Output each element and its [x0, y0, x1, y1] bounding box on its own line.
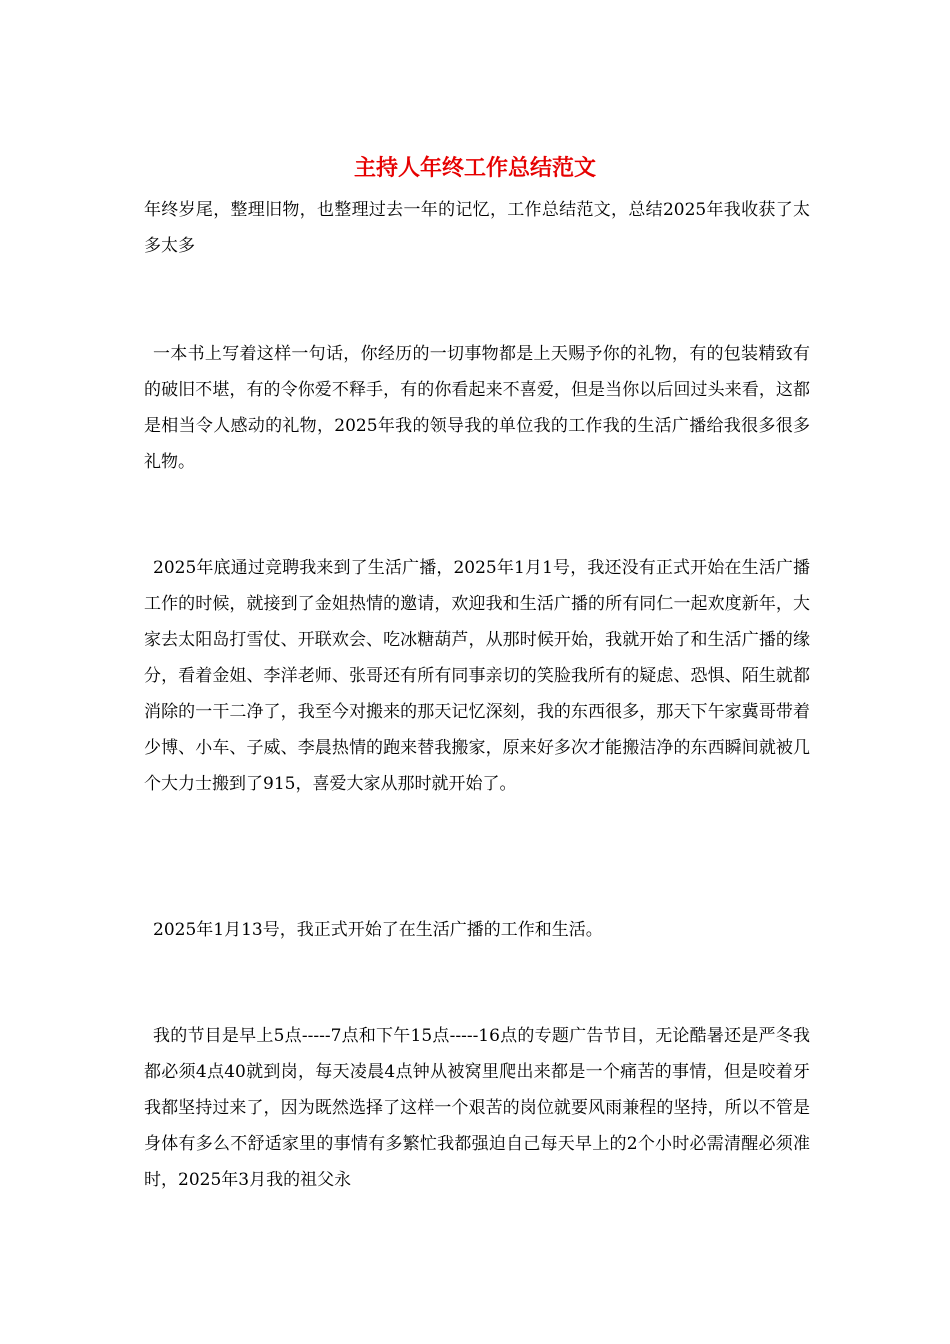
- body-paragraph: 一本书上写着这样一句话，你经历的一切事物都是上天赐予你的礼物，有的包装精致有的破旧不堪，有的令你爱不释手，有的你看起来不喜爱，但是当你以后回过头来看，这都是相当令人感动的礼物，2025年我的领导我的单位我的工作我的生活广播给我很多很多礼物。: [144, 344, 810, 472]
- body-paragraph: 我的节目是早上5点-----7点和下午15点-----16点的专题广告节目，无论酷暑还是严冬我都必须4点40就到岗，每天凌晨4点钟从被窝里爬出来都是一个痛苦的事情，但是咬着牙我都坚持过来了，因为既然选择了这样一个艰苦的岗位就要风雨兼程的坚持，所以不管是身体有多么不舒适家里的事情有多繁忙我都强迫自己每天早上的2个小时必需清醒必须准时，2025年3月我的祖父永: [144, 1026, 810, 1190]
- intro-paragraph: 年终岁尾，整理旧物，也整理过去一年的记忆，工作总结范文，总结2025年我收获了太多太多: [144, 200, 810, 256]
- document-title: 主持人年终工作总结范文: [353, 155, 596, 181]
- body-paragraph: 2025年1月13号，我正式开始了在生活广播的工作和生活。: [153, 920, 603, 940]
- body-paragraph: 2025年底通过竞聘我来到了生活广播，2025年1月1号，我还没有正式开始在生活广播工作的时候，就接到了金姐热情的邀请，欢迎我和生活广播的所有同仁一起欢度新年，大家去太阳岛打雪仗、开联欢会、吃冰糖葫芦，从那时候开始，我就开始了和生活广播的缘分，看着金姐、李洋老师、张哥还有所有同事亲切的笑脸我所有的疑虑、恐惧、陌生就都消除的一干二净了，我至今对搬来的那天记忆深刻，我的东西很多，那天下午家冀哥带着少博、小车、子威、李晨热情的跑来替我搬家，原来好多次才能搬洁净的东西瞬间就被几个大力士搬到了915，喜爱大家从那时就开始了。: [144, 558, 810, 794]
